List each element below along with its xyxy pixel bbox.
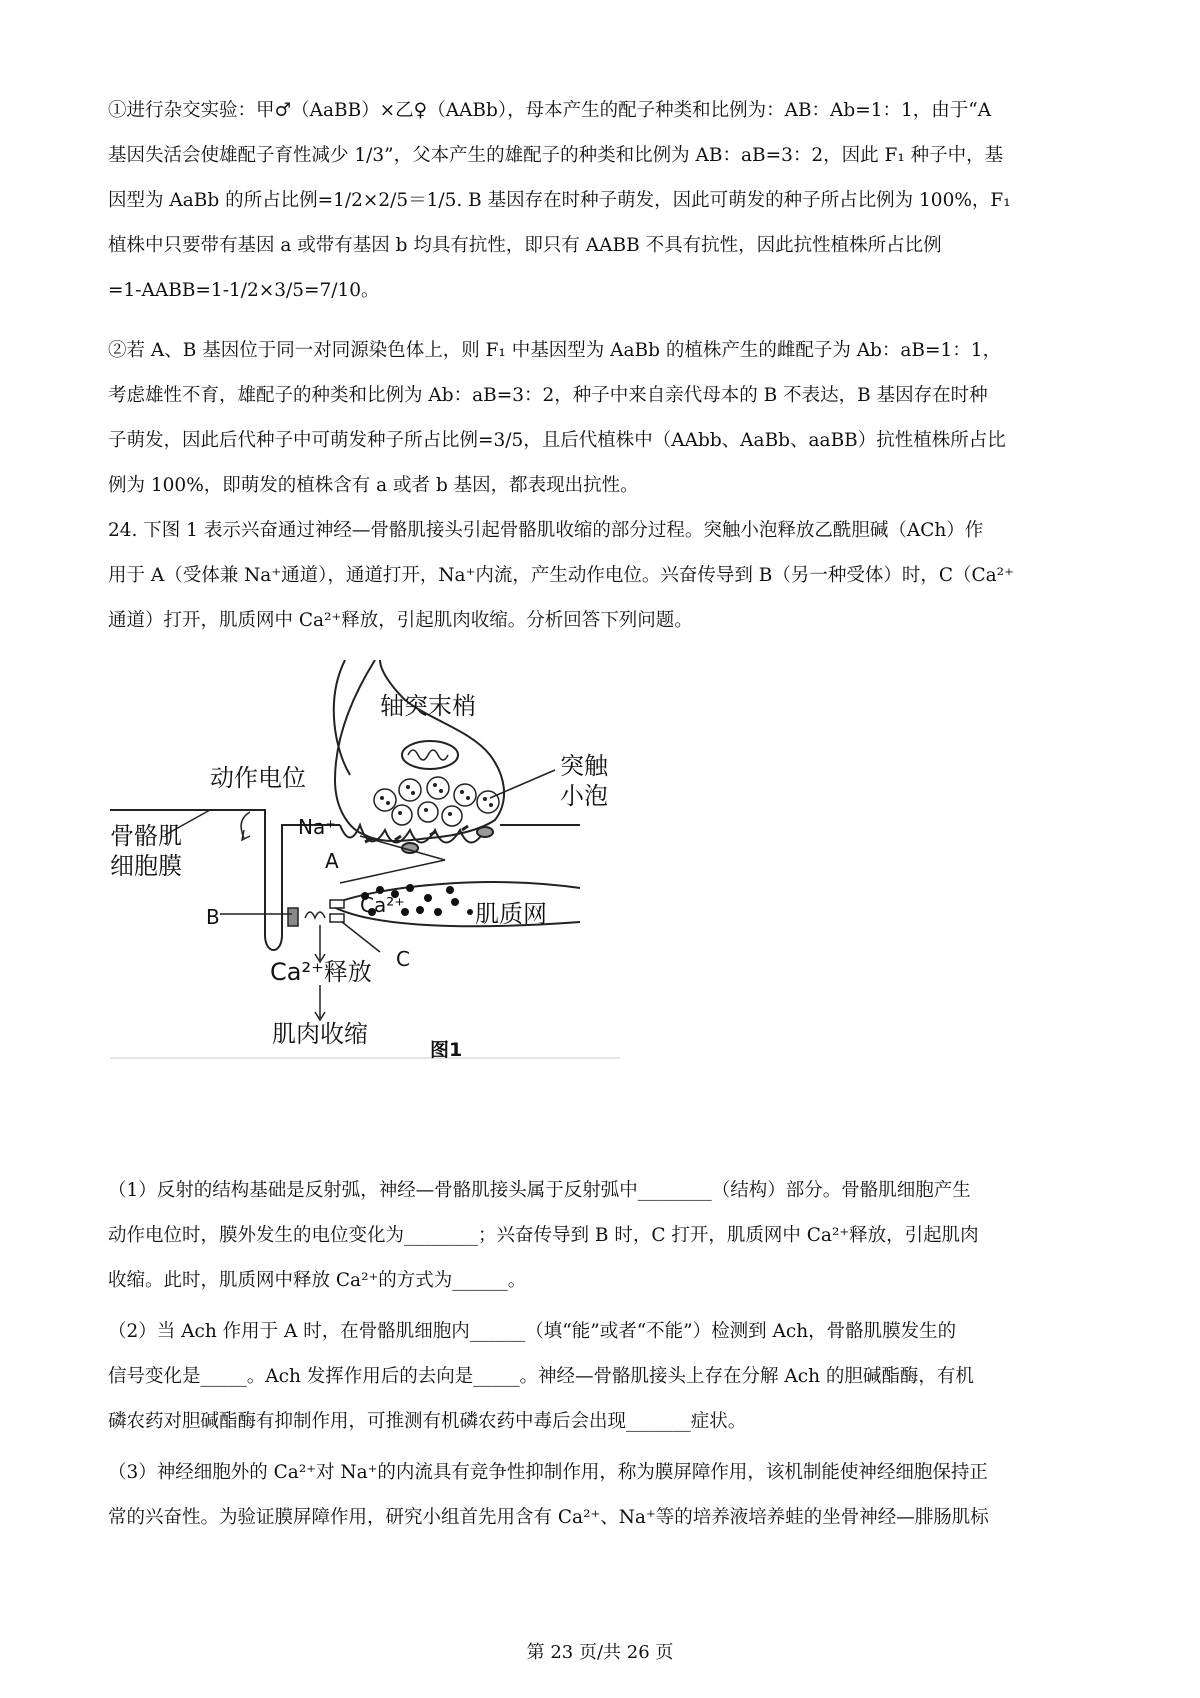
question-24-part-1 [108,1168,1098,1303]
label-a: A [325,849,339,873]
figure-1-neuromuscular-junction [110,660,680,1150]
receptor-b [288,908,298,926]
page-number-footer: 第 23 页/共 26 页 [526,1642,674,1663]
label-muscle-contraction: 肌肉收缩 [272,1020,368,1048]
text-line: 考虑雄性不育，雄配子的种类和比例为 Ab：aB=3：2，种子中来自亲代母本的 B 不表达，B 基因存在时种 [108,385,988,406]
t-tubule [265,875,282,950]
label-muscle-membrane-line1: 骨骼肌 [110,822,182,850]
text-line: =1-AABB=1-1/2×3/5=7/10。 [108,280,380,301]
label-b: B [206,905,220,929]
label-synaptic-vesicle-line2: 小泡 [560,782,608,810]
text-line: 信号变化是_____。Ach 发挥作用后的去向是_____。神经—骨骼肌接头上存在分解 Ach 的胆碱酯酶，有机 [108,1366,974,1387]
label-sarcoplasmic-reticulum: 肌质网 [475,900,547,928]
text-line: 常的兴奋性。为验证膜屏障作用，研究小组首先用含有 Ca²⁺、Na⁺等的培养液培养蛙的坐骨神经—腓肠肌标 [108,1507,989,1528]
text-line: 例为 100%，即萌发的植株含有 a 或者 b 基因，都表现出抗性。 [108,475,639,496]
text-line: ②若 A、B 基因位于同一对同源染色体上，则 F₁ 中基因型为 AaBb 的植株产生的雌配子为 Ab：aB=1：1， [108,340,1002,361]
text-line: 子萌发，因此后代种子中可萌发种子所占比例=3/5，且后代植株中（AAbb、AaBb、aaBB）抗性植株所占比 [108,430,1006,451]
text-line: 磷农药对胆碱酯酶有抑制作用，可推测有机磷农药中毒后会出现_______症状。 [108,1411,747,1432]
label-axon-terminal: 轴突末梢 [380,692,476,720]
label-ca-inside: Ca²⁺ [360,893,405,917]
text-line: 动作电位时，膜外发生的电位变化为________；兴奋传导到 B 时，C 打开，肌质网中 Ca²⁺释放，引起肌肉 [108,1225,979,1246]
label-ca-release: Ca²⁺释放 [270,958,372,986]
text-line: ①进行杂交实验：甲♂（AaBB）×乙♀（AABb），母本产生的配子种类和比例为：AB：Ab=1：1，由于“A [108,100,992,121]
text-line: 因型为 AaBb 的所占比例=1/2×2/5＝1/5. B 基因存在时种子萌发，因此可萌发的种子所占比例为 100%，F₁ [108,190,1011,211]
text-line: （2）当 Ach 作用于 A 时，在骨骼肌细胞内______（填“能”或者“不能”）检测到 Ach，骨骼肌膜发生的 [108,1321,957,1342]
synaptic-vesicles [374,777,499,826]
axon-terminal-shape [335,660,504,841]
label-synaptic-vesicle-line1: 突触 [560,752,608,780]
label-c: C [396,947,410,971]
text-line: 用于 A（受体兼 Na⁺通道），通道打开，Na⁺内流，产生动作电位。兴奋传导到 B（另一种受体）时，C（Ca²⁺ [108,565,1014,586]
text-line: 植株中只要带有基因 a 或带有基因 b 均具有抗性，即只有 AABB 不具有抗性，因此抗性植株所占比例 [108,235,942,256]
label-muscle-membrane-line2: 细胞膜 [110,852,182,880]
text-line: 24. 下图 1 表示兴奋通过神经—骨骼肌接头引起骨骼肌收缩的部分过程。突触小泡释放乙酰胆碱（ACh）作 [108,520,984,541]
text-line: 收缩。此时，肌质网中释放 Ca²⁺的方式为______。 [108,1270,527,1291]
text-line: （3）神经细胞外的 Ca²⁺对 Na⁺的内流具有竞争性抑制作用，称为膜屏障作用，该机制能使神经细胞保持正 [108,1462,988,1483]
figure-caption: 图1 [430,1039,463,1061]
text-line: 通道）打开，肌质网中 Ca²⁺释放，引起肌肉收缩。分析回答下列问题。 [108,610,693,631]
answer-paragraph-2 [108,328,1098,508]
question-24-stem [108,508,1098,643]
label-na: Na⁺ [298,815,336,839]
answer-paragraph-1 [108,88,1098,313]
label-action-potential: 动作电位 [210,764,306,792]
question-24-part-3 [108,1450,1098,1540]
mitochondrion [402,741,458,769]
text-line: （1）反射的结构基础是反射弧，神经—骨骼肌接头属于反射弧中________（结构）部分。骨骼肌细胞产生 [108,1180,971,1201]
question-24-part-2 [108,1309,1098,1444]
calcium-channel-c [330,900,344,908]
text-line: 基因失活会使雄配子育性减少 1/3”，父本产生的雄配子的种类和比例为 AB：aB=3：2，因此 F₁ 种子中，基 [108,145,1004,166]
